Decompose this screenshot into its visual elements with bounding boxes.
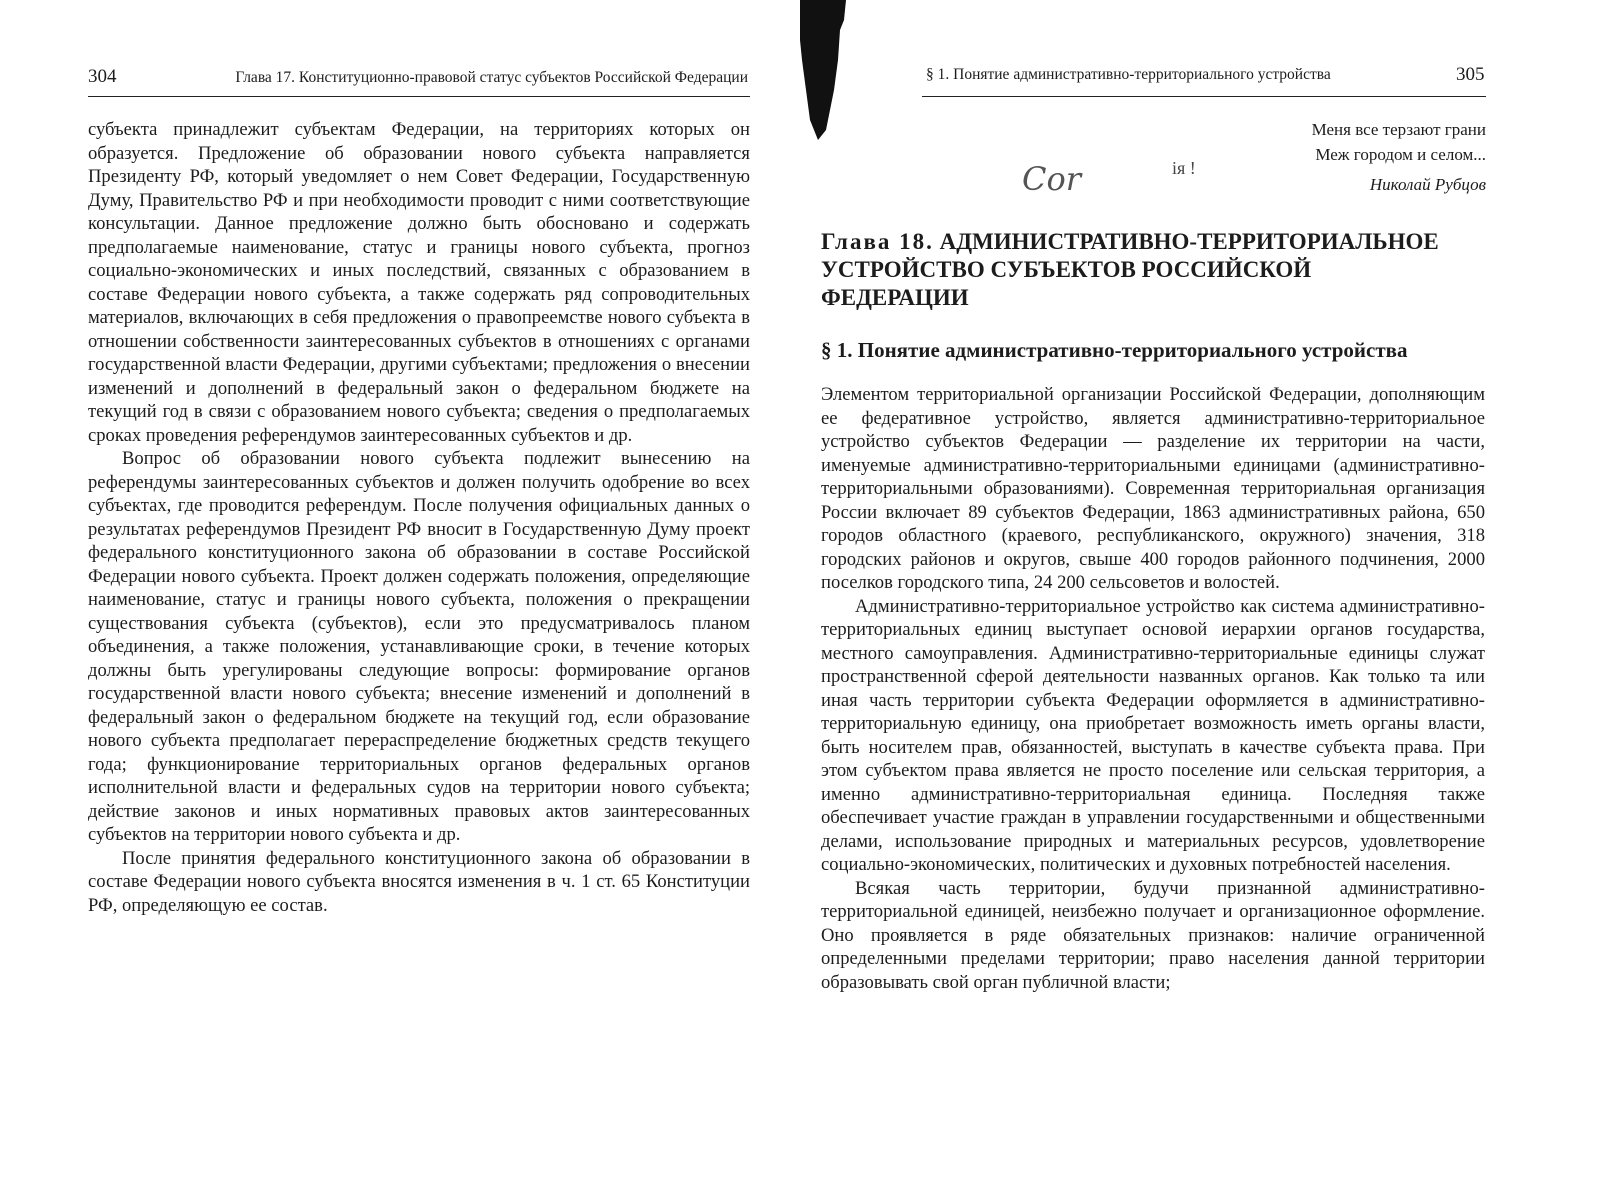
- chapter-label: Глава 18.: [821, 229, 934, 254]
- chapter-title: [821, 228, 1461, 312]
- right-running-head-text: § 1. Понятие административно-территориального устройства: [926, 66, 1331, 83]
- right-header-rule: [922, 96, 1486, 97]
- left-running-header: [88, 66, 748, 88]
- section-title: § 1. Понятие административно-территориального устройства: [821, 338, 1408, 362]
- paragraph: субъекта принадлежит субъектам Федерации, на территориях которых он образуется. Предложение об образовании нового субъекта направляется Президенту РФ, который уведомляет о нем Совет Федерации, Государственную Думу, Правительство РФ и при необходимости проводит с ними соответствующие консультации. Данное предложение должно быть обосновано и содержать предполагаемые наименование, статус и границы нового субъекта, прогноз социально-экономических и иных последствий, связанных с образованием в составе Федерации нового субъекта, а также содержать ряд сопроводительных материалов, включающих в себя предложения о правопреемстве нового субъекта в отношении собственности заинтересованных субъектов в отношениях с органами государственной власти Федерации, другими субъектами; предложения о внесении изменений и дополнений в федеральный закон о федеральном бюджете на текущий год в связи с образованием нового субъекта; сведения о предполагаемых сроках проведения референдумов заинтересованных субъектов и др.: [88, 119, 750, 446]
- handwritten-note: Cor: [1022, 160, 1082, 198]
- left-page-number: 304: [88, 66, 117, 87]
- paragraph: Элементом территориальной организации Российской Федерации, дополняющим ее федеративное устройство, является административно-территориальное устройство субъектов Федерации — разделение их территории на части, именуемые административно-территориальными единицами (административно-территориальными образованиями). Современная территориальная организация России включает 89 субъектов Федерации, 1863 административных района, 650 городов областного (краевого, республиканского, окружного) значения, 318 городских районов и округов, свыше 400 городов районного подчинения, 2000 поселков городского типа, 24 200 сельсоветов и волостей.: [821, 384, 1485, 593]
- left-header-rule: [88, 96, 750, 97]
- paragraph: Административно-территориальное устройство как система административно-территориальных единиц выступает основой иерархии органов государства, местного самоуправления. Административно-территориальные единицы служат пространственной сферой деятельности названных органов. Как только та или иная часть территории субъекта Федерации оформляется в административно-территориальную единицу, она приобретает возможность иметь органы власти, быть носителем прав, обязанностей, выступать в качестве субъекта права. При этом субъектом права является не просто поселение или сельская территория, а именно административно-территориальная единица. Последняя также обеспечивает участие граждан в управлении государственными и общественными делами, использование природных и материальных ресурсов, удовлетворение социально-экономических, политических и духовных потребностей населения.: [821, 595, 1485, 875]
- right-page-number: 305: [1456, 64, 1485, 85]
- paragraph: Вопрос об образовании нового субъекта подлежит вынесению на референдумы заинтересованных субъектов и должен получить одобрение во всех субъектах, где проводится референдум. После получения официальных данных о результатах референдумов Президент РФ вносит в Государственную Думу проект федерального конституционного закона об образовании в составе Российской Федерации нового субъекта. Проект должен содержать положения, определяющие наименование, статус и границы нового субъекта, положения о прекращении существования субъекта (субъектов), если это предусматривалось планом объединения, а также положения, устанавливающие сроки, в течение которых должны быть урегулированы следующие вопросы: формирование органов государственной власти нового субъекта; внесение изменений и дополнений в федеральный закон о федеральном бюджете на текущий год, если образование нового субъекта предполагает перераспределение бюджетных средств текущего года; функционирование территориальных органов федеральных органов исполнительной власти и федеральных судов на территории нового субъекта; действие законов и иных нормативных правовых актов заинтересованных субъектов на территории нового субъекта и др.: [88, 448, 750, 845]
- right-running-header: [926, 66, 1331, 84]
- paragraph: Всякая часть территории, будучи признанной административно-территориальной единицей, неизбежно получает и организационное оформление. Оно проявляется в ряде обязательных признаков: наличие ограниченной определенными пределами территории; право населения данной территории образовывать свой орган публичной власти;: [821, 877, 1485, 993]
- left-running-head-text: Глава 17. Конституционно-правовой статус субъектов Российской Федерации: [235, 69, 748, 86]
- paragraph: После принятия федерального конституционного закона об образовании в составе Федерации нового субъекта вносятся изменения в ч. 1 ст. 65 Конституции РФ, определяющую ее состав.: [88, 847, 750, 916]
- right-body-text: [821, 383, 1485, 994]
- chapter-title-text: АДМИНИСТРАТИВНО-ТЕРРИТОРИАЛЬНОЕ УСТРОЙСТВО СУБЪЕКТОВ РОССИЙСКОЙ ФЕДЕРАЦИИ: [821, 229, 1439, 310]
- epigraph: [1240, 117, 1486, 197]
- left-body-text: [88, 118, 750, 917]
- epigraph-author: Николай Рубцов: [1369, 175, 1486, 194]
- epigraph-line: Меня все терзают грани: [1311, 120, 1486, 139]
- binding-shadow: [800, 0, 850, 140]
- epigraph-line: Меж городом и селом...: [1315, 145, 1486, 164]
- handwritten-note: ія !: [1172, 158, 1196, 178]
- right-page: [800, 0, 1600, 1181]
